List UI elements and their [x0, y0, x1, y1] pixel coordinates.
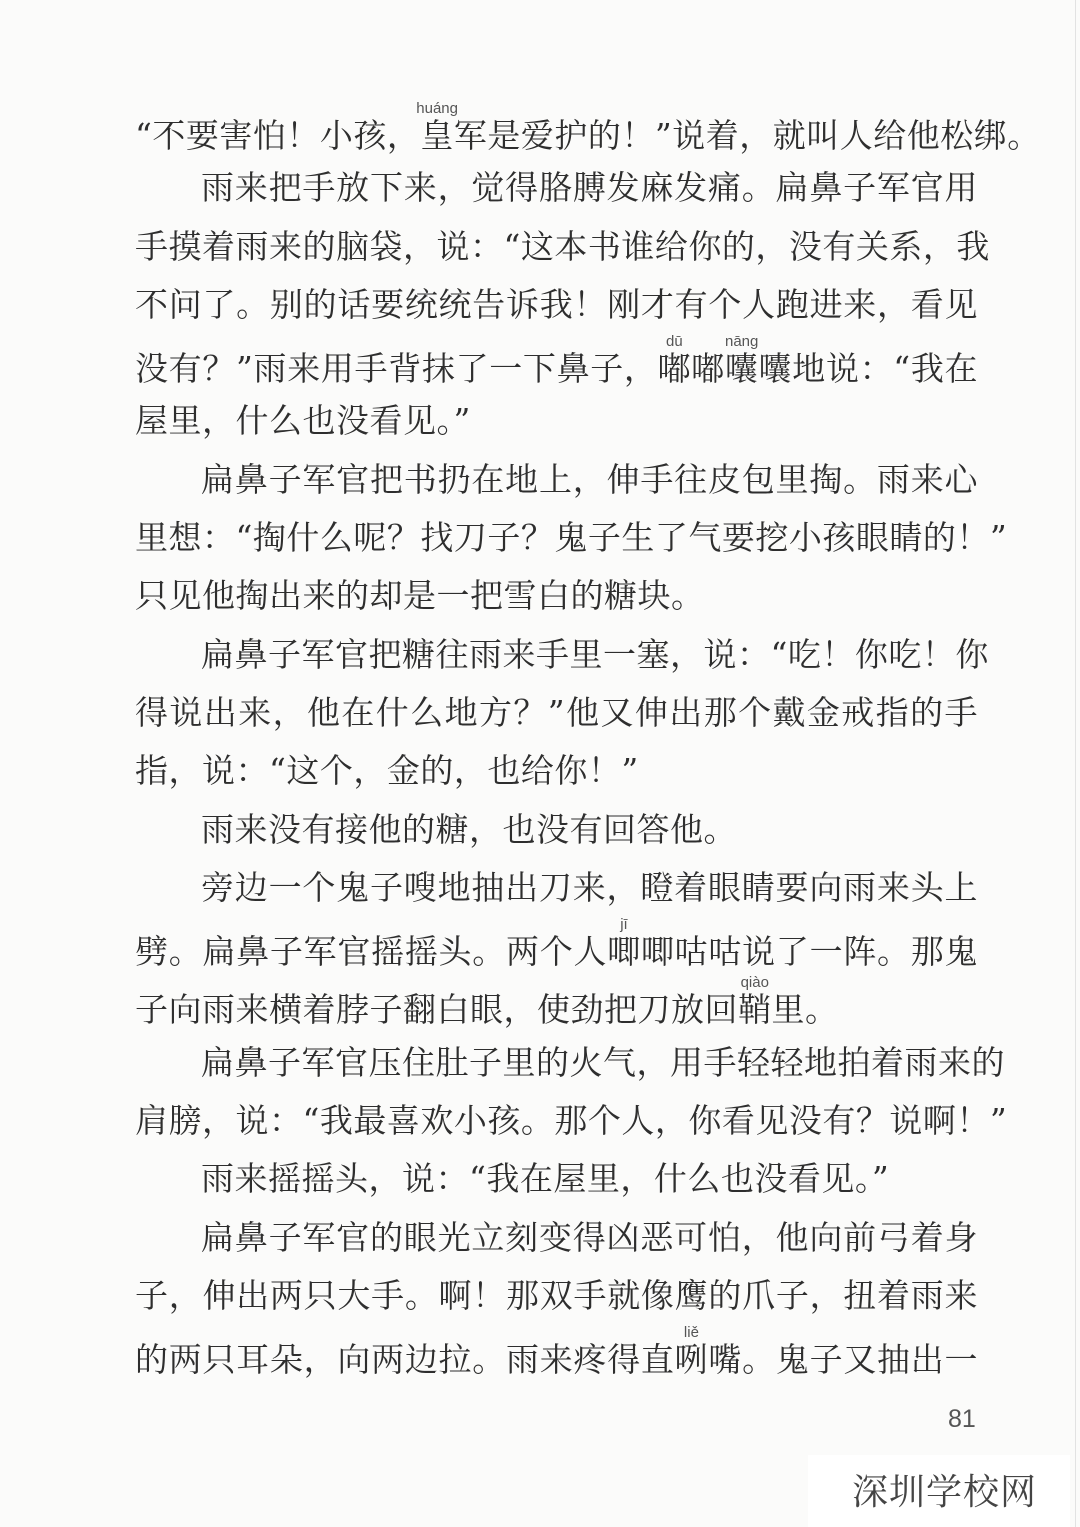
annotated-character: 嘟	[657, 349, 692, 389]
text-segment: 雨来把手放下来，觉得胳膊发麻发痛。扁鼻子军官用	[201, 168, 978, 208]
annotated-character: 鞘	[738, 990, 772, 1030]
page-edge	[1075, 0, 1076, 1527]
text-segment: 嘟	[691, 349, 725, 389]
text-line	[135, 334, 978, 392]
text-segment: 旁边一个鬼子嗖地抽出刀来，瞪着眼睛要向雨来头上	[201, 867, 978, 907]
body-text	[135, 100, 1041, 1384]
text-segment: 里。	[771, 990, 839, 1030]
pinyin-annotation	[416, 100, 458, 155]
text-segment: 没有？”雨来用手背抹了一下鼻子，	[135, 349, 658, 389]
pinyin-annotation	[674, 1324, 709, 1380]
text-segment: 嘴。鬼子又抽出一	[708, 1340, 979, 1380]
annotated-character: 唧	[607, 932, 641, 972]
pinyin: huáng	[416, 100, 458, 117]
text-segment: 雨来没有接他的糖，也没有回答他。	[201, 809, 737, 849]
text-line	[135, 975, 978, 1033]
text-line	[135, 1267, 978, 1325]
pinyin: qiào	[738, 974, 772, 992]
text-line	[135, 626, 989, 684]
text-segment: 里想：“掏什么呢？找刀子？鬼子生了气要挖小孩眼睛的！”	[135, 518, 1008, 558]
text-line	[135, 1034, 1005, 1092]
text-line	[135, 859, 978, 917]
text-segment: 子，伸出两只大手。啊！那双手就像鹰的爪子，扭着雨来	[135, 1275, 978, 1315]
page-number: 81	[948, 1405, 976, 1433]
text-segment: 军是爱护的！”说着，就叫人给他松绑。	[453, 116, 1041, 155]
text-segment: 子向雨来横着脖子翻白眼，使劲把刀放回	[135, 990, 738, 1030]
text-line	[135, 917, 978, 975]
text-line	[135, 451, 978, 509]
text-line	[135, 509, 1008, 567]
text-line	[135, 1150, 978, 1208]
text-line	[135, 567, 978, 625]
pinyin: nāng	[724, 333, 759, 351]
text-segment: 扁鼻子军官把书扔在地上，伸手往皮包里掏。雨来心	[201, 459, 978, 499]
pinyin: dū	[657, 333, 692, 351]
text-segment: 雨来摇摇头，说：“我在屋里，什么也没看见。”	[201, 1159, 890, 1199]
text-segment: 肩膀，说：“我最喜欢小孩。那个人，你看见没有？说啊！”	[135, 1101, 1008, 1141]
text-line	[135, 159, 978, 217]
pinyin-annotation	[724, 333, 759, 389]
pinyin: jī	[607, 916, 641, 934]
text-segment: 的两只耳朵，向两边拉。雨来疼得直	[135, 1340, 675, 1380]
text-segment: 手摸着雨来的脑袋，说：“这本书谁给你的，没有关系，我	[135, 226, 990, 266]
text-line	[135, 684, 978, 742]
text-line	[135, 100, 1041, 159]
text-segment: 扁鼻子军官把糖往雨来手里一塞，说：“吃！你吃！你	[201, 634, 989, 674]
text-segment: 扁鼻子军官的眼光立刻变得凶恶可怕，他向前弓着身	[201, 1217, 978, 1257]
text-segment: 劈。扁鼻子军官摇摇头。两个人	[135, 932, 608, 972]
text-line	[135, 801, 978, 859]
text-line	[135, 276, 978, 334]
pinyin-annotation	[657, 333, 692, 389]
annotated-character: 囔	[724, 349, 759, 389]
annotated-character: 皇	[416, 116, 458, 155]
pinyin-annotation	[607, 916, 641, 972]
pinyin-annotation	[738, 974, 772, 1030]
text-segment: 指，说：“这个，金的，也给你！”	[135, 751, 639, 791]
text-segment: 唧咕咕说了一阵。那鬼	[640, 932, 979, 972]
annotated-character: 咧	[674, 1340, 709, 1380]
text-segment: 不问了。别的话要统统告诉我！刚才有个人跑进来，看见	[135, 284, 978, 324]
text-segment: 扁鼻子军官压住肚子里的火气，用手轻轻地拍着雨来的	[201, 1042, 1005, 1082]
text-segment: 囔地说：“我在	[758, 349, 979, 389]
text-segment: 得说出来，他在什么地方？”他又伸出那个戴金戒指的手	[135, 692, 978, 732]
text-segment: “不要害怕！小孩，	[135, 116, 421, 155]
pinyin: liě	[674, 1324, 709, 1342]
text-line	[135, 392, 978, 450]
text-line	[135, 1209, 978, 1267]
text-line	[135, 1092, 1008, 1150]
text-segment: 只见他掏出来的却是一把雪白的糖块。	[135, 576, 705, 616]
text-segment: 屋里，什么也没看见。”	[135, 401, 471, 441]
text-line	[135, 742, 978, 800]
text-line	[135, 218, 990, 276]
text-line	[135, 1325, 978, 1383]
watermark: 深圳学校网	[852, 1472, 1038, 1513]
